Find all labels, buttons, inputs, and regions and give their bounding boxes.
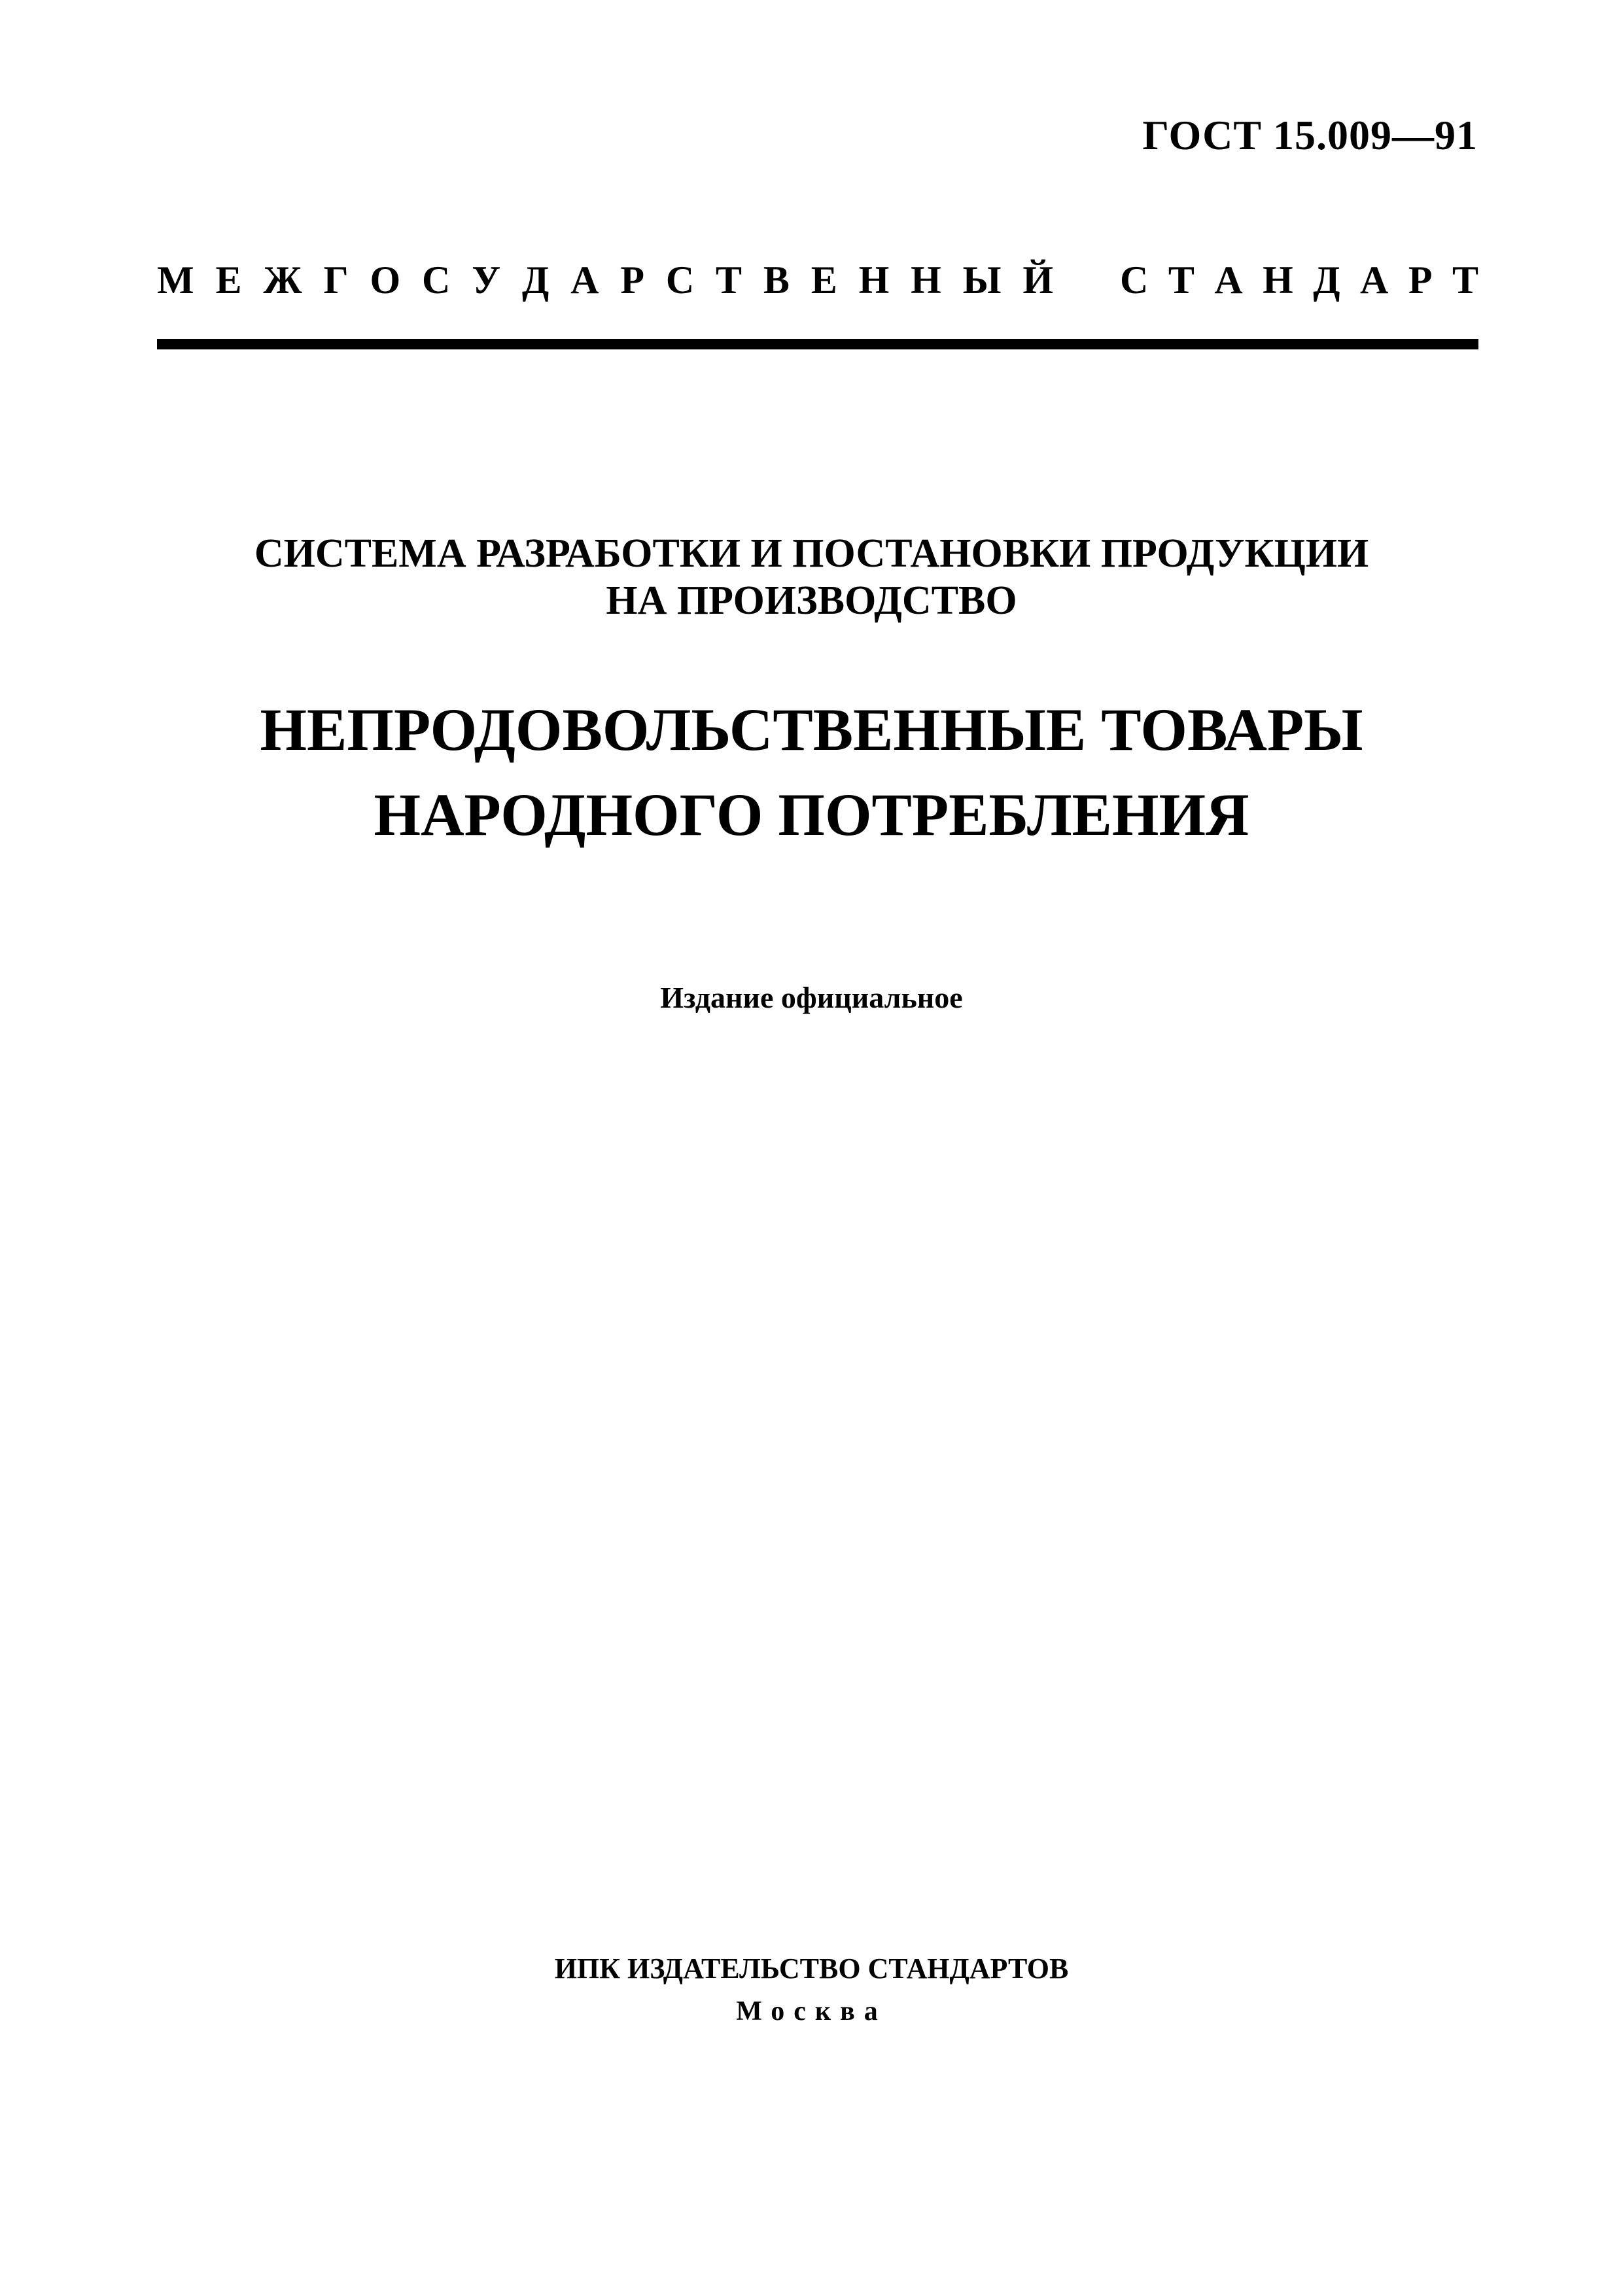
edition-note: Издание официальное xyxy=(660,981,963,1014)
header-letter: С xyxy=(1120,258,1149,302)
header-letter: Т xyxy=(1452,258,1478,302)
header-letter: О xyxy=(370,258,401,302)
standard-type-header xyxy=(157,254,1478,306)
header-letter: Р xyxy=(620,258,644,302)
series-title xyxy=(0,530,1623,624)
header-letter: В xyxy=(763,258,790,302)
header-letter: А xyxy=(1214,258,1243,302)
header-letter: С xyxy=(665,258,695,302)
document-title-line-2: НАРОДНОГО ПОТРЕБЛЕНИЯ xyxy=(374,781,1249,848)
header-letter: Д xyxy=(1313,258,1340,302)
publisher-name: ИПК ИЗДАТЕЛЬСТВО СТАНДАРТОВ xyxy=(554,1952,1069,1985)
series-title-line-1: СИСТЕМА РАЗРАБОТКИ И ПОСТАНОВКИ ПРОДУКЦИИ xyxy=(254,531,1369,576)
header-letter: Р xyxy=(1408,258,1433,302)
header-letter: Д xyxy=(522,258,550,302)
header-letter: Ы xyxy=(962,258,1002,302)
header-letter: Ж xyxy=(263,258,302,302)
header-letter: М xyxy=(157,258,194,302)
header-letter: Т xyxy=(715,258,742,302)
header-letter: Е xyxy=(811,258,837,302)
publication-city: Москва xyxy=(736,1996,887,2026)
gost-number: ГОСТ 15.009—91 xyxy=(1142,112,1478,158)
header-letter: Н xyxy=(1263,258,1293,302)
header-letter: Н xyxy=(858,258,890,302)
series-title-line-2: НА ПРОИЗВОДСТВО xyxy=(606,578,1017,623)
header-letter: А xyxy=(1360,258,1389,302)
document-title-line-1: НЕПРОДОВОЛЬСТВЕННЫЕ ТОВАРЫ xyxy=(260,696,1363,763)
header-letter: Т xyxy=(1168,258,1195,302)
header-letter: Н xyxy=(911,258,941,302)
header-word-interstate xyxy=(157,258,1053,303)
header-letter: Г xyxy=(323,258,349,302)
document-title xyxy=(0,687,1623,857)
header-letter: С xyxy=(422,258,451,302)
header-letter: Й xyxy=(1022,258,1053,302)
header-letter: Е xyxy=(215,258,242,302)
header-letter: У xyxy=(472,258,501,302)
header-letter: А xyxy=(570,258,599,302)
header-word-standard xyxy=(1120,258,1478,303)
header-divider xyxy=(157,339,1478,349)
